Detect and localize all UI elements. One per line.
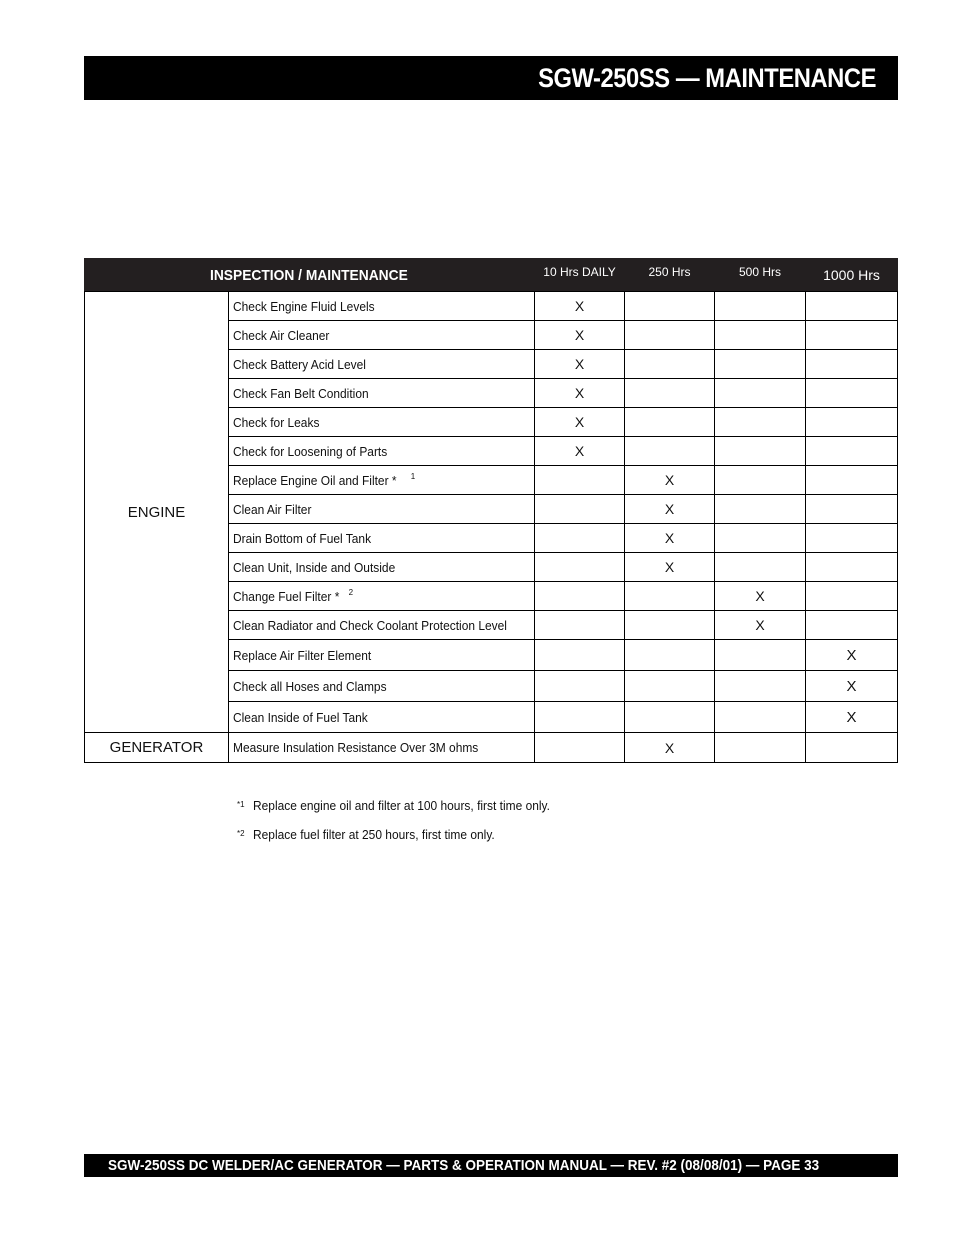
interval-cell — [715, 671, 806, 702]
interval-cell: X — [625, 524, 715, 553]
maintenance-table — [84, 258, 898, 763]
interval-cell — [806, 437, 898, 466]
task-cell — [229, 350, 535, 379]
footnote-marker: *1 — [237, 800, 245, 809]
footnote-marker: *2 — [237, 829, 245, 838]
interval-cell: X — [535, 379, 625, 408]
task-label: Clean Air Filter — [233, 501, 312, 517]
interval-cell: X — [535, 437, 625, 466]
interval-cell: X — [625, 495, 715, 524]
header-interval-10hrs: 10 Hrs DAILY — [535, 259, 625, 292]
task-cell — [229, 524, 535, 553]
header-interval-250hrs: 250 Hrs — [625, 259, 715, 292]
header-interval-500hrs: 500 Hrs — [715, 259, 806, 292]
task-cell — [229, 379, 535, 408]
interval-cell — [535, 671, 625, 702]
task-label: Measure Insulation Resistance Over 3M ohms — [233, 740, 479, 755]
interval-cell: X — [806, 671, 898, 702]
interval-cell — [806, 321, 898, 350]
interval-cell — [535, 702, 625, 733]
table-row — [85, 292, 898, 321]
table-row — [85, 733, 898, 763]
interval-cell — [625, 292, 715, 321]
page-title: SGW-250SS — MAINTENANCE — [538, 63, 876, 93]
task-cell — [229, 292, 535, 321]
task-label: Drain Bottom of Fuel Tank — [233, 530, 372, 546]
task-label: Check Battery Acid Level — [233, 356, 366, 372]
task-cell — [229, 553, 535, 582]
interval-cell — [806, 611, 898, 640]
header-inspection-maintenance: INSPECTION / MAINTENANCE — [85, 259, 535, 292]
task-label: Check Fan Belt Condition — [233, 385, 369, 401]
interval-cell — [715, 379, 806, 408]
task-label: Check for Loosening of Parts — [233, 443, 388, 459]
task-label: Replace Engine Oil and Filter * — [233, 472, 397, 488]
page-footer-text: SGW-250SS DC WELDER/AC GENERATOR — PARTS & OPERATION MANUAL — REV. #2 (08/08/01) — PAGE 33 — [108, 1157, 820, 1174]
interval-cell — [535, 553, 625, 582]
task-label: Clean Radiator and Check Coolant Protection Level — [233, 617, 507, 633]
interval-cell — [715, 524, 806, 553]
task-cell — [229, 733, 535, 763]
task-cell — [229, 466, 535, 495]
interval-cell: X — [535, 321, 625, 350]
interval-cell — [625, 640, 715, 671]
interval-cell — [625, 321, 715, 350]
interval-cell — [715, 702, 806, 733]
interval-cell — [806, 350, 898, 379]
footnote-text: Replace fuel filter at 250 hours, first time only. — [252, 827, 495, 842]
category-generator: GENERATOR — [85, 733, 229, 763]
interval-cell — [806, 408, 898, 437]
interval-cell — [715, 733, 806, 763]
interval-cell — [535, 524, 625, 553]
interval-cell — [625, 437, 715, 466]
task-label: Change Fuel Filter * — [233, 588, 340, 604]
interval-cell — [806, 379, 898, 408]
interval-cell: X — [625, 466, 715, 495]
interval-cell — [625, 408, 715, 437]
interval-cell — [625, 702, 715, 733]
interval-cell — [806, 466, 898, 495]
task-label: Check all Hoses and Clamps — [233, 678, 387, 694]
footnotes — [237, 798, 575, 856]
task-cell — [229, 437, 535, 466]
task-cell — [229, 495, 535, 524]
interval-cell — [535, 733, 625, 763]
interval-cell — [625, 671, 715, 702]
task-cell — [229, 671, 535, 702]
interval-cell: X — [715, 611, 806, 640]
page-title-bar — [84, 56, 898, 100]
task-label: Check for Leaks — [233, 414, 320, 430]
interval-cell — [806, 582, 898, 611]
category-engine: ENGINE — [85, 292, 229, 733]
interval-cell — [806, 553, 898, 582]
task-label: Check Air Cleaner — [233, 327, 330, 343]
footnote-ref: 1 — [410, 472, 416, 482]
interval-cell — [535, 611, 625, 640]
footnote-2 — [237, 827, 575, 856]
interval-cell — [535, 582, 625, 611]
interval-cell — [625, 582, 715, 611]
interval-cell — [625, 379, 715, 408]
interval-cell — [535, 640, 625, 671]
task-cell — [229, 702, 535, 733]
task-cell — [229, 611, 535, 640]
interval-cell — [535, 466, 625, 495]
interval-cell — [715, 350, 806, 379]
interval-cell — [806, 733, 898, 763]
task-cell — [229, 640, 535, 671]
page-footer-bar — [84, 1154, 898, 1177]
interval-cell: X — [625, 553, 715, 582]
header-interval-1000hrs: 1000 Hrs — [806, 259, 898, 292]
table-header-row — [85, 259, 898, 292]
interval-cell — [715, 321, 806, 350]
interval-cell: X — [715, 582, 806, 611]
task-label: Clean Unit, Inside and Outside — [233, 559, 396, 575]
interval-cell — [715, 292, 806, 321]
interval-cell — [535, 495, 625, 524]
interval-cell — [806, 495, 898, 524]
interval-cell: X — [806, 702, 898, 733]
interval-cell — [715, 437, 806, 466]
interval-cell — [715, 553, 806, 582]
interval-cell: X — [806, 640, 898, 671]
interval-cell — [806, 292, 898, 321]
interval-cell: X — [625, 733, 715, 763]
footnote-ref: 2 — [348, 588, 354, 598]
task-cell — [229, 582, 535, 611]
task-label: Clean Inside of Fuel Tank — [233, 709, 368, 725]
task-cell — [229, 321, 535, 350]
task-cell — [229, 408, 535, 437]
interval-cell — [715, 495, 806, 524]
table-body — [85, 292, 898, 763]
task-label: Check Engine Fluid Levels — [233, 298, 375, 314]
interval-cell — [715, 466, 806, 495]
interval-cell — [806, 524, 898, 553]
interval-cell — [625, 350, 715, 379]
interval-cell — [625, 611, 715, 640]
footnote-text: Replace engine oil and filter at 100 hours, first time only. — [252, 798, 550, 813]
interval-cell: X — [535, 292, 625, 321]
interval-cell — [715, 640, 806, 671]
interval-cell — [715, 408, 806, 437]
task-label: Replace Air Filter Element — [233, 647, 372, 663]
footnote-1 — [237, 798, 575, 827]
interval-cell: X — [535, 408, 625, 437]
interval-cell: X — [535, 350, 625, 379]
